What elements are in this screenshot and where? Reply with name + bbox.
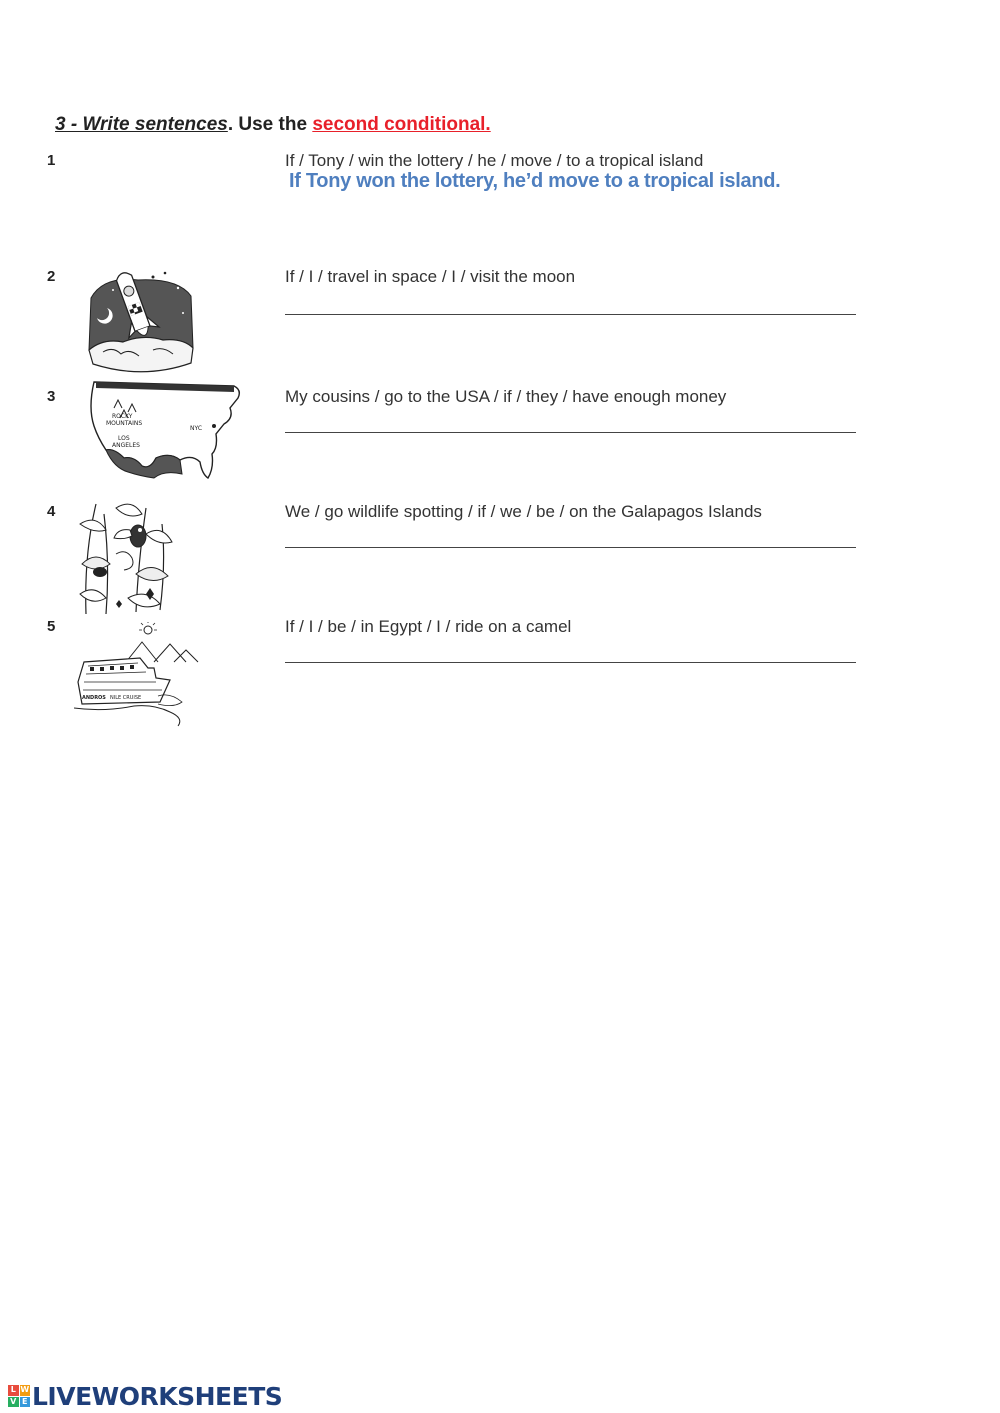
logo-wordmark: LIVEWORKSHEETS bbox=[32, 1381, 283, 1411]
item-3-number: 3 bbox=[47, 388, 56, 405]
item-5-prompt: If / I / be / in Egypt / I / ride on a camel bbox=[285, 617, 572, 636]
map-label-nyc: NYC bbox=[190, 425, 203, 432]
item-2-prompt: If / I / travel in space / I / visit the moon bbox=[285, 267, 576, 286]
usa-map-illustration bbox=[84, 378, 244, 486]
title-grammar-focus: second conditional. bbox=[312, 114, 491, 135]
title-instruction: 3 - Write sentences bbox=[55, 114, 228, 135]
boat-name-label: ANDROS bbox=[82, 695, 106, 701]
logo-letter-v: V bbox=[8, 1397, 19, 1408]
rocket-space-illustration bbox=[83, 268, 195, 376]
map-label-angeles: ANGELES bbox=[112, 442, 140, 449]
item-4-prompt: We / go wildlife spotting / if / we / be / on the Galapagos Islands bbox=[285, 502, 762, 521]
logo-letter-l: L bbox=[8, 1385, 19, 1396]
item-5-number: 5 bbox=[47, 618, 56, 635]
logo-letter-e: E bbox=[20, 1397, 31, 1408]
item-2-number: 2 bbox=[47, 268, 56, 285]
nile-cruise-illustration bbox=[74, 622, 200, 728]
item-5-answer-line[interactable] bbox=[285, 662, 856, 663]
item-1-number: 1 bbox=[47, 152, 56, 169]
jungle-wildlife-illustration bbox=[76, 494, 176, 616]
boat-cruise-label: NILE CRUISE bbox=[110, 695, 142, 701]
exercise-title bbox=[55, 114, 491, 136]
item-1-prompt: If / Tony / win the lottery / he / move / to a tropical island bbox=[285, 151, 704, 170]
title-connector: . Use the bbox=[227, 114, 313, 135]
item-1-answer[interactable]: If Tony won the lottery, he’d move to a tropical island. bbox=[289, 170, 781, 192]
item-4-number: 4 bbox=[47, 503, 56, 520]
item-4-answer-line[interactable] bbox=[285, 547, 856, 548]
item-2-answer-line[interactable] bbox=[285, 314, 856, 315]
map-label-los: LOS bbox=[118, 435, 130, 442]
logo-letter-w: W bbox=[20, 1385, 30, 1394]
item-3-prompt: My cousins / go to the USA / if / they / have enough money bbox=[285, 387, 727, 406]
map-label-rocky: ROCKY bbox=[112, 413, 133, 420]
item-3-answer-line[interactable] bbox=[285, 432, 856, 433]
map-label-mountains: MOUNTAINS bbox=[106, 420, 143, 427]
liveworksheets-logo bbox=[8, 1382, 282, 1410]
logo-grid-icon bbox=[8, 1385, 30, 1407]
